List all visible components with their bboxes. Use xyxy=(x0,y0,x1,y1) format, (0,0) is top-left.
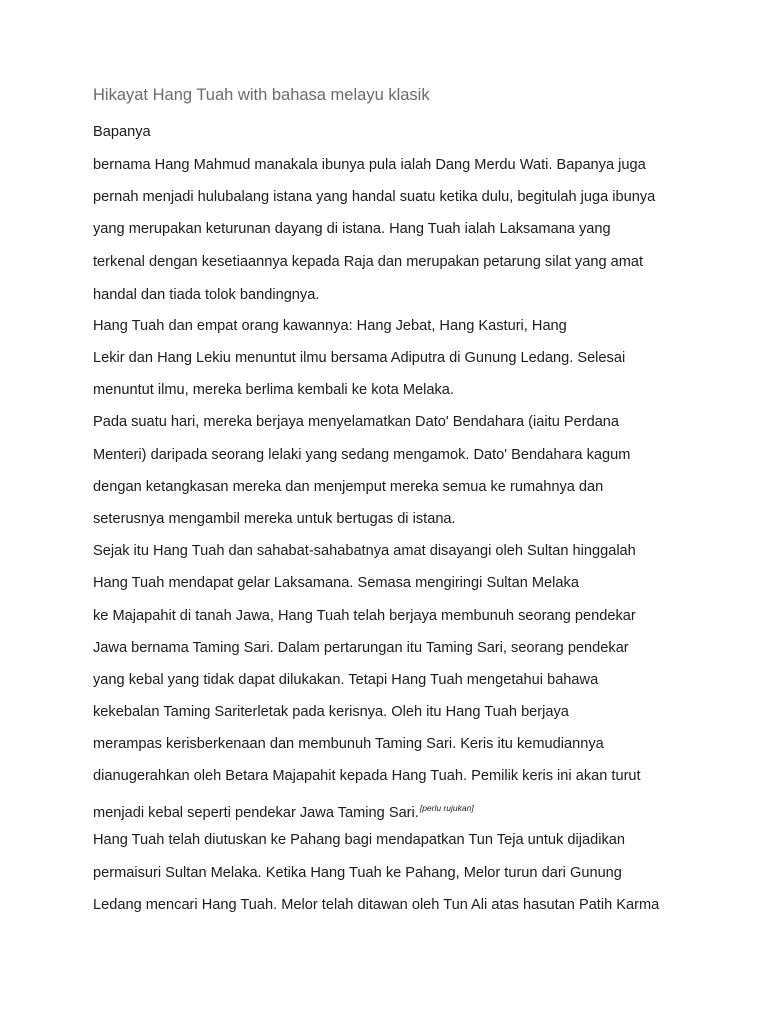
text-line: kekebalan Taming Sariterletak pada kerisnya. Oleh itu Hang Tuah berjaya xyxy=(93,704,569,720)
text-line: terkenal dengan kesetiaannya kepada Raja dan merupakan petarung silat yang amat xyxy=(93,254,644,270)
text-line: ke Majapahit di tanah Jawa, Hang Tuah telah berjaya membunuh seorang pendekar xyxy=(93,608,636,624)
text-line: Ledang mencari Hang Tuah. Melor telah ditawan oleh Tun Ali atas hasutan Patih Karma xyxy=(93,897,660,913)
text-line: bernama Hang Mahmud manakala ibunya pula ialah Dang Merdu Wati. Bapanya juga xyxy=(93,157,646,173)
text-line-with-citation xyxy=(93,799,474,822)
text-line: Jawa bernama Taming Sari. Dalam pertarungan itu Taming Sari, seorang pendekar xyxy=(93,640,629,656)
text-line: Hang Tuah telah diutuskan ke Pahang bagi mendapatkan Tun Teja untuk dijadikan xyxy=(93,832,625,848)
text-line: permaisuri Sultan Melaka. Ketika Hang Tuah ke Pahang, Melor turun dari Gunung xyxy=(93,865,622,881)
document-title: Hikayat Hang Tuah with bahasa melayu klasik xyxy=(93,86,430,104)
citation-needed-note[interactable]: [perlu rujukan] xyxy=(419,803,474,813)
text-line: seterusnya mengambil mereka untuk bertugas di istana. xyxy=(93,511,456,527)
text-line: Hang Tuah mendapat gelar Laksamana. Semasa mengiringi Sultan Melaka xyxy=(93,575,579,591)
text-line: dengan ketangkasan mereka dan menjemput mereka semua ke rumahnya dan xyxy=(93,479,604,495)
text-line: Bapanya xyxy=(93,124,151,140)
text-line: Sejak itu Hang Tuah dan sahabat-sahabatnya amat disayangi oleh Sultan hinggalah xyxy=(93,543,636,559)
text-line: handal dan tiada tolok bandingnya. xyxy=(93,287,320,303)
text-line: menuntut ilmu, mereka berlima kembali ke kota Melaka. xyxy=(93,382,454,398)
text-line: merampas kerisberkenaan dan membunuh Taming Sari. Keris itu kemudiannya xyxy=(93,736,604,752)
text-line: Hang Tuah dan empat orang kawannya: Hang Jebat, Hang Kasturi, Hang xyxy=(93,318,567,334)
text-line: menjadi kebal seperti pendekar Jawa Taming Sari. xyxy=(93,805,419,821)
text-line: Pada suatu hari, mereka berjaya menyelamatkan Dato' Bendahara (iaitu Perdana xyxy=(93,414,620,430)
text-line: dianugerahkan oleh Betara Majapahit kepada Hang Tuah. Pemilik keris ini akan turut xyxy=(93,768,641,784)
text-line: yang kebal yang tidak dapat dilukakan. Tetapi Hang Tuah mengetahui bahawa xyxy=(93,672,599,688)
text-line: Lekir dan Hang Lekiu menuntut ilmu bersama Adiputra di Gunung Ledang. Selesai xyxy=(93,350,626,366)
text-line: yang merupakan keturunan dayang di istana. Hang Tuah ialah Laksamana yang xyxy=(93,221,611,237)
text-line: Menteri) daripada seorang lelaki yang sedang mengamok. Dato' Bendahara kagum xyxy=(93,447,631,463)
text-line: pernah menjadi hulubalang istana yang handal suatu ketika dulu, begitulah juga ibunya xyxy=(93,189,656,205)
